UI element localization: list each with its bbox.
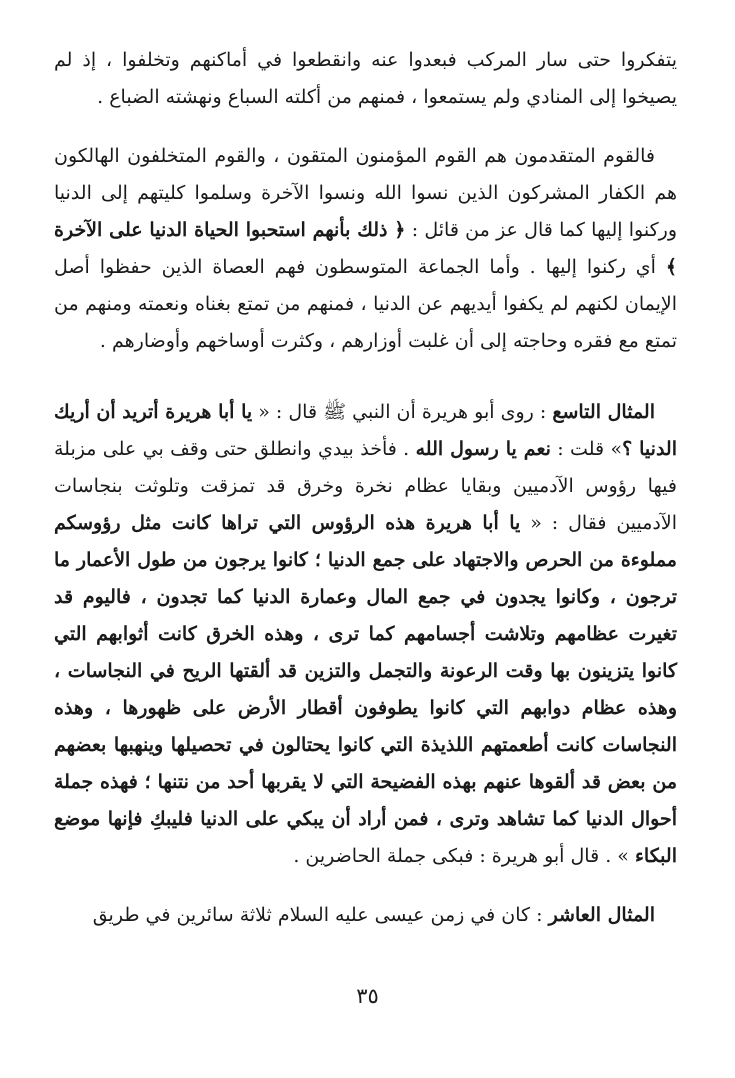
quran-verse: ﴿ ذلك بأنهم استحبوا الحياة الدنيا على الآخرة ﴾ (54, 219, 677, 278)
paragraph-3-text-2: » قلت : (550, 438, 623, 460)
paragraph-2-text-2: أي ركنوا إليها . وأما الجماعة المتوسطون فهم العصاة الذين حفظوا أصل الإيمان لكنهم لم يكفوا أيديهم عن الدنيا ، فمنهم من تمتع بغناه ونعمته ومنهم من تمتع مع فقره وحاجته إلى أن غلبت أوزارهم ، وكثرت أوساخهم وأوضارهم . (54, 256, 677, 352)
example-9-heading: المثال التاسع (552, 401, 655, 423)
paragraph-3-text-1: : روى أبو هريرة أن النبي ﷺ قال : « (252, 401, 553, 423)
paragraph-1-text-1: يتفكروا حتى سار المركب فبعدوا عنه وانقطعوا في أماكنهم وتخلفوا ، إذ لم يصيخوا إلى المنادي ولم يستمعوا ، فمنهم من أكلته السباع ونهشته الضباع . (54, 49, 677, 108)
paragraph-3-text-3: . فأخذ بيدي وانطلق حتى وقف بي على مزبلة فيها رؤوس الآدميين وبقايا عظام نخرة وخرق قد تمزقت وتلوثت بنجاسات الآدميين فقال : « (54, 438, 678, 534)
paragraph-2-text-1: فالقوم المتقدمون هم القوم المؤمنون المتقون ، والقوم المتخلفون الهالكون هم الكفار المشركون الذين نسوا الله ونسوا الآخرة وسلموا كليتهم إلى الدنيا وركنوا إليها كما قال عز من قائل : (54, 145, 677, 241)
hadith-answer: نعم يا رسول الله (415, 438, 551, 460)
hadith-question: يا أبا هريرة أتريد أن أريك الدنيا ؟ (54, 401, 677, 460)
hadith-speech: يا أبا هريرة هذه الرؤوس التي تراها كانت مثل رؤوسكم مملوءة من الحرص والاجتهاد على جمع الدنيا ؛ كانوا يرجون من طول الأعمار ما ترجون ، وكانوا يجدون في جمع المال وعمارة الدنيا كما تجدون ، فاليوم قد تغيرت عظامهم وتلاشت أجسامهم كما ترى ، وهذه الخرق كانت أثوابهم التي كانوا يتزينون بها وقت الرعونة والتجمل والتزين قد ألقتها الريح في النجاسات ، وهذه عظام دوابهم التي كانوا يطوفون أقطار الأرض على ظهورها ، وهذه النجاسات كانت أطعمتهم اللذيذة التي كانوا يحتالون في تحصيلها وينهبها بعضهم من بعض قد ألقوها عنهم بهذه الفضيحة التي لا يقربها أحد من نتنها ؛ فهذه جملة أحوال الدنيا كما تشاهد وترى ، فمن أراد أن يبكي على الدنيا فليبكِ فإنها موضع البكاء (54, 512, 677, 867)
paragraph-1 (54, 42, 677, 116)
paragraph-3 (54, 394, 677, 875)
paragraph-4 (54, 897, 677, 934)
paragraph-3-text-4: » . قال أبو هريرة : فبكى جملة الحاضرين . (293, 845, 635, 867)
paragraph-2 (54, 138, 677, 360)
example-10-heading: المثال العاشر (548, 904, 655, 926)
paragraph-4-text-1: : كان في زمن عيسى عليه السلام ثلاثة سائرين في طريق (92, 904, 549, 926)
page-number: ٣٥ (356, 984, 379, 1008)
page-body (54, 42, 677, 934)
